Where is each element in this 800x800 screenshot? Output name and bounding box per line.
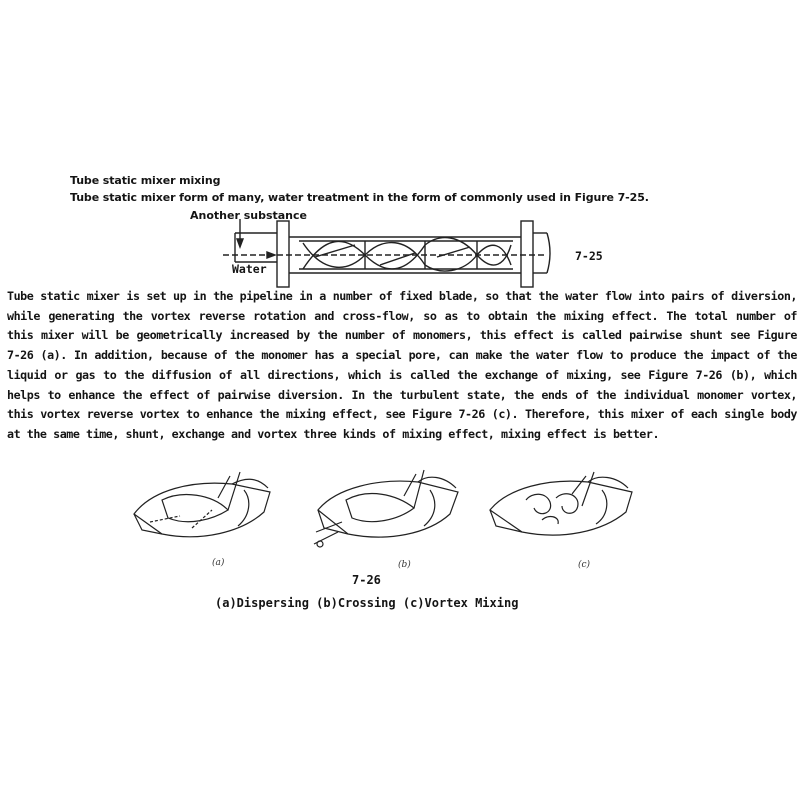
sub-label-b: (b) [398, 560, 411, 570]
label-water: Water [232, 262, 267, 276]
figure-number-7-25: 7-25 [575, 249, 603, 263]
section-title: Tube static mixer mixing [70, 174, 221, 187]
label-another-substance: Another substance [190, 209, 307, 222]
sub-label-a: (a) [212, 558, 225, 568]
mixer-element-vortex [486, 470, 636, 550]
sub-label-c: (c) [578, 560, 591, 570]
mixer-element-dispersing [132, 470, 272, 550]
intro-sentence: Tube static mixer form of many, water treatment in the form of commonly used in Figure 7-25. [70, 191, 649, 204]
mixer-element-crossing [312, 470, 462, 550]
body-paragraph: Tube static mixer is set up in the pipeline in a number of fixed blade, so that the water flow into pairs of diversion, while generating the vortex reverse rotation and cross-flow, so as to obtain the mixing effect. The total number of this mixer will be geometrically increased by the number of monomers, this effect is called pairwise shunt see Figure 7-26 (a). In addition, because of the monomer has a special pore, can make the water flow to produce the impact of the liquid or gas to the diffusion of all directions, which is called the exchange of mixing, see Figure 7-26 (b), which helps to enhance the effect of pairwise diversion. In the turbulent state, the ends of the individual monomer vortex, this vortex reverse vortex to enhance the mixing effect, see Figure 7-26 (c). Therefore, this mixer of each single body at the same time, shunt, exchange and vortex three kinds of mixing effect, mixing effect is better. [7, 289, 797, 441]
figure-number-7-26: 7-26 [352, 573, 381, 587]
figure-caption: (a)Dispersing (b)Crossing (c)Vortex Mixing [215, 596, 519, 610]
tube-mixer-diagram [215, 215, 560, 290]
